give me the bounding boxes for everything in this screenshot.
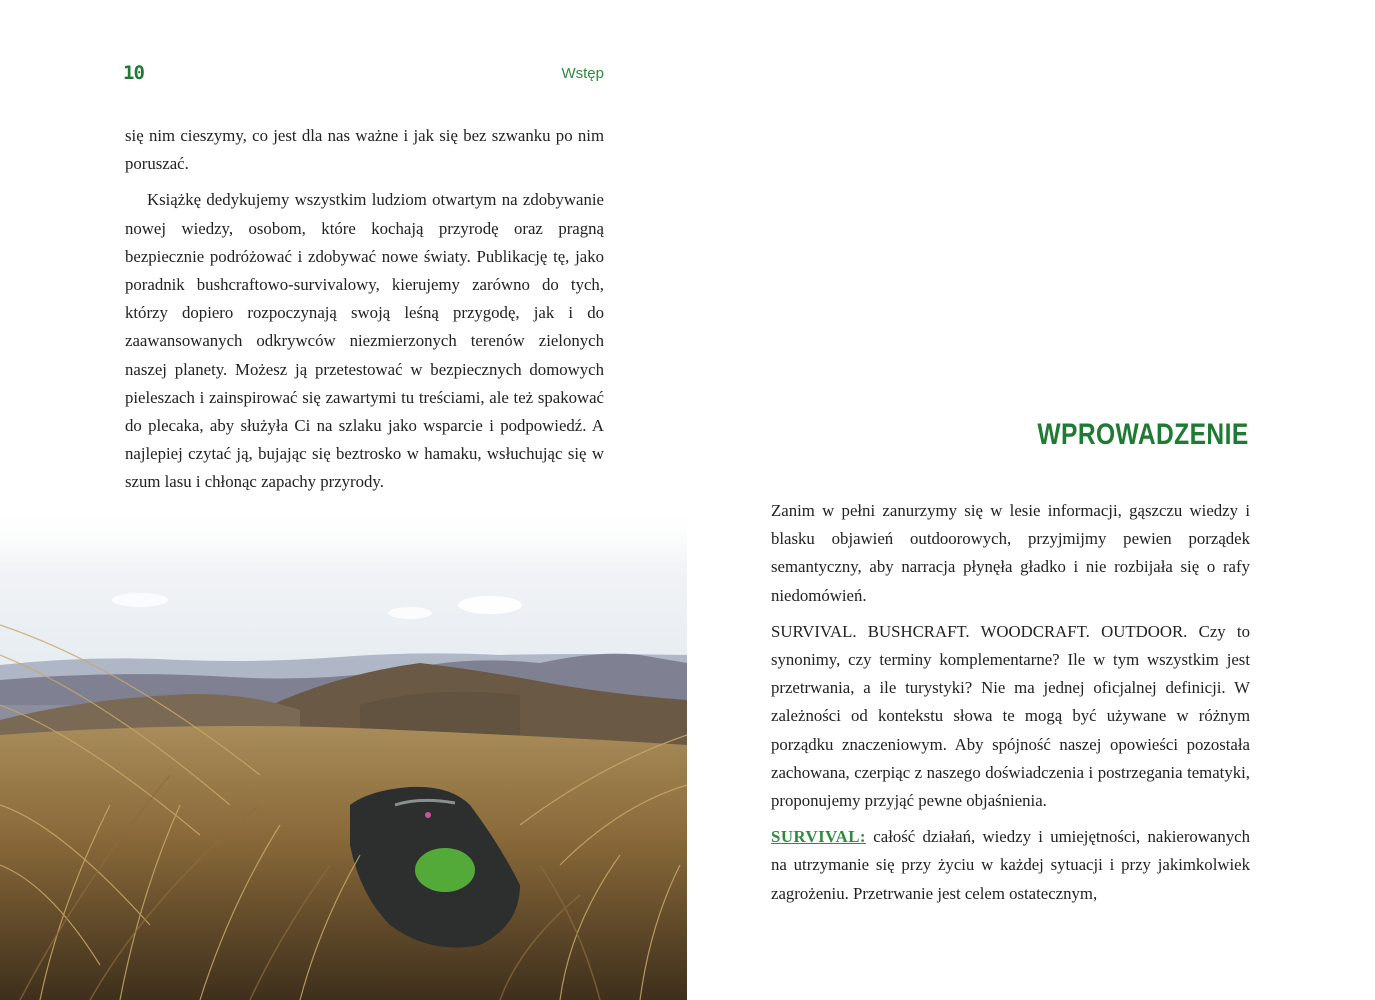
landscape-photo: [0, 505, 687, 1000]
mountain-meadow-illustration: [0, 505, 687, 1000]
definition-term: SURVIVAL:: [771, 827, 866, 847]
page-number: 10: [123, 62, 144, 84]
running-head: Wstęp: [561, 65, 604, 82]
chapter-heading: WPROWADZENIE: [1037, 418, 1249, 451]
left-body-text: [125, 122, 604, 505]
paragraph: się nim cieszymy, co jest dla nas ważne i jak się bez szwanku po nim poruszać.: [125, 126, 604, 174]
definition-text: całość działań, wiedzy i umiejętności, nakierowanych na utrzymanie się przy życiu w każdej sytuacji i przy jakimkolwiek zagrożeniu. Przetrwanie jest celem ostatecznym,: [771, 827, 1250, 903]
right-page: [687, 0, 1375, 1000]
paragraph: Zanim w pełni zanurzymy się w lesie informacji, gąszczu wiedzy i blasku objawień outdoorowych, przyjmijmy pewien porządek semantyczny, aby narracja płynęła gładko i nie rozbijała się o rafy niedomówień.: [771, 501, 1250, 605]
definition-paragraph: [771, 823, 1250, 908]
right-body-text: [771, 497, 1250, 916]
left-page: [0, 0, 687, 1000]
paragraph: SURVIVAL. BUSHCRAFT. WOODCRAFT. OUTDOOR. Czy to synonimy, czy terminy komplementarne? Ile w tym wszystkim jest przetrwania, a ile turystyki? Nie ma jednej oficjalnej definicji. W zależności od kontekstu słowa te mogą być używane w różnym porządku znaczeniowym. Aby spójność naszej opowieści pozostała zachowana, czerpiąc z naszego doświadczenia i postrzegania tematyki, proponujemy przyjąć pewne objaśnienia.: [771, 621, 1250, 811]
paragraph: Książkę dedykujemy wszystkim ludziom otwartym na zdobywanie nowej wiedzy, osobom, które kochają przyrodę oraz pragną bezpiecznie podróżować i zdobywać nowe światy. Publikację tę, jako poradnik bushcraftowo-survivalowy, kierujemy zarówno do tych, którzy dopiero rozpoczynają swoją leśną przygodę, jak i do zaawansowanych odkrywców niezmierzonych terenów zielonych naszej planety. Możesz ją przetestować w bezpiecznych domowych pieleszach i zainspirować się zawartymi tu treściami, ale też spakować do plecaka, aby służyła Ci na szlaku jako wsparcie i podpowiedź. A najlepiej czytać ją, bujając się beztrosko w hamaku, wsłuchując się w szum lasu i chłonąc zapachy przyrody.: [125, 190, 604, 492]
